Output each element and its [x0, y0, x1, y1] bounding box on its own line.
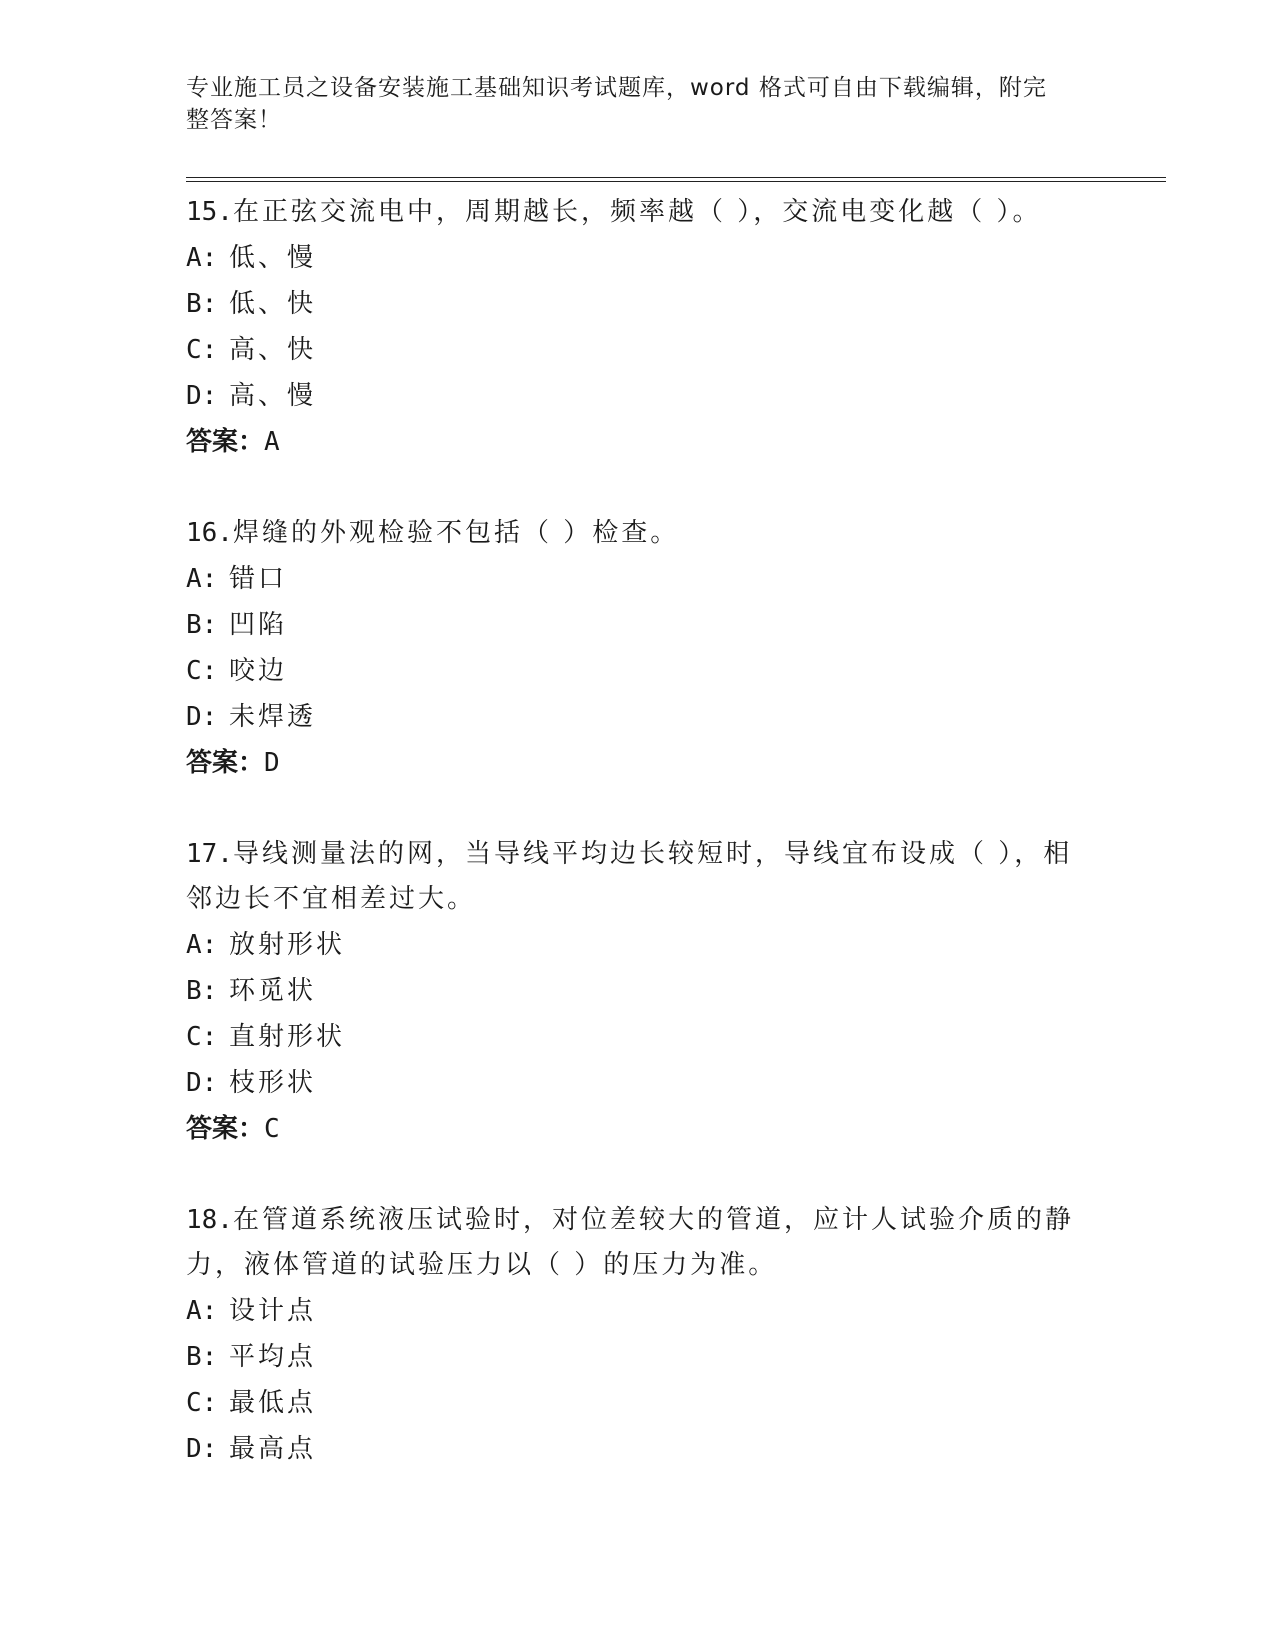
answer-line — [186, 1106, 1166, 1152]
option-key: C: — [186, 1022, 218, 1052]
option-key: B: — [186, 610, 218, 640]
answer-value: D — [264, 748, 280, 778]
option-b — [186, 968, 1166, 1014]
question-text: 在管道系统液压试验时，对位差较大的管道，应计人试验介质的静力，液体管道的试验压力以（ ）的压力为准。 — [186, 1205, 1074, 1280]
question-number: 18. — [186, 1205, 233, 1235]
answer-line — [186, 740, 1166, 786]
option-a — [186, 556, 1166, 602]
option-text: 低、快 — [229, 289, 317, 319]
answer-value: A — [264, 427, 280, 457]
option-a — [186, 235, 1166, 281]
question-stem — [186, 190, 1086, 235]
document-page — [186, 0, 1166, 1650]
question-number: 16. — [186, 518, 233, 548]
option-a — [186, 1288, 1166, 1334]
option-d — [186, 1060, 1166, 1106]
header-line-1: 专业施工员之设备安装施工基础知识考试题库，word 格式可自由下载编辑，附完 — [186, 75, 1047, 101]
option-key: D: — [186, 381, 218, 411]
question-text: 焊缝的外观检验不包括（ ）检查。 — [232, 518, 680, 548]
option-key: B: — [186, 289, 218, 319]
header-line-2: 整答案！ — [186, 107, 282, 133]
option-text: 错口 — [229, 564, 288, 594]
answer-label: 答案： — [186, 748, 265, 778]
option-c — [186, 1014, 1166, 1060]
answer-value: C — [264, 1114, 280, 1144]
question-17 — [186, 832, 1166, 1152]
option-key: D: — [186, 1068, 218, 1098]
option-key: D: — [186, 1434, 218, 1464]
option-key: A: — [186, 243, 218, 273]
option-text: 枝形状 — [229, 1068, 317, 1098]
question-number: 17. — [186, 839, 233, 869]
question-stem — [186, 832, 1086, 922]
option-text: 直射形状 — [229, 1022, 346, 1052]
option-text: 低、慢 — [229, 243, 317, 273]
option-key: B: — [186, 976, 218, 1006]
option-b — [186, 1334, 1166, 1380]
option-c — [186, 1380, 1166, 1426]
option-d — [186, 373, 1166, 419]
option-key: C: — [186, 656, 218, 686]
option-key: A: — [186, 930, 218, 960]
question-text: 在正弦交流电中，周期越长，频率越（ ），交流电变化越（ ）。 — [232, 197, 1042, 227]
option-key: C: — [186, 335, 218, 365]
question-stem — [186, 1198, 1086, 1288]
answer-label: 答案： — [186, 1114, 265, 1144]
option-text: 设计点 — [229, 1296, 317, 1326]
option-c — [186, 327, 1166, 373]
option-text: 最低点 — [229, 1388, 317, 1418]
option-text: 放射形状 — [229, 930, 346, 960]
question-16 — [186, 511, 1166, 786]
option-text: 凹陷 — [229, 610, 288, 640]
option-key: D: — [186, 702, 218, 732]
option-b — [186, 281, 1166, 327]
option-text: 高、快 — [229, 335, 317, 365]
option-c — [186, 648, 1166, 694]
question-text: 导线测量法的网，当导线平均边长较短时，导线宜布设成（ ），相邻边长不宜相差过大。 — [186, 839, 1073, 914]
option-key: B: — [186, 1342, 218, 1372]
option-d — [186, 694, 1166, 740]
document-header — [186, 72, 1066, 136]
option-text: 最高点 — [229, 1434, 317, 1464]
option-text: 环觅状 — [229, 976, 317, 1006]
question-number: 15. — [186, 197, 233, 227]
answer-label: 答案： — [186, 427, 265, 457]
question-15 — [186, 190, 1166, 465]
question-list — [186, 190, 1166, 1518]
option-b — [186, 602, 1166, 648]
option-a — [186, 922, 1166, 968]
option-key: C: — [186, 1388, 218, 1418]
option-text: 未焊透 — [229, 702, 317, 732]
option-key: A: — [186, 1296, 218, 1326]
answer-line — [186, 419, 1166, 465]
question-18 — [186, 1198, 1166, 1472]
header-divider — [186, 177, 1166, 182]
option-text: 平均点 — [229, 1342, 317, 1372]
option-d — [186, 1426, 1166, 1472]
option-key: A: — [186, 564, 218, 594]
question-stem — [186, 511, 1086, 556]
option-text: 咬边 — [229, 656, 288, 686]
option-text: 高、慢 — [229, 381, 317, 411]
